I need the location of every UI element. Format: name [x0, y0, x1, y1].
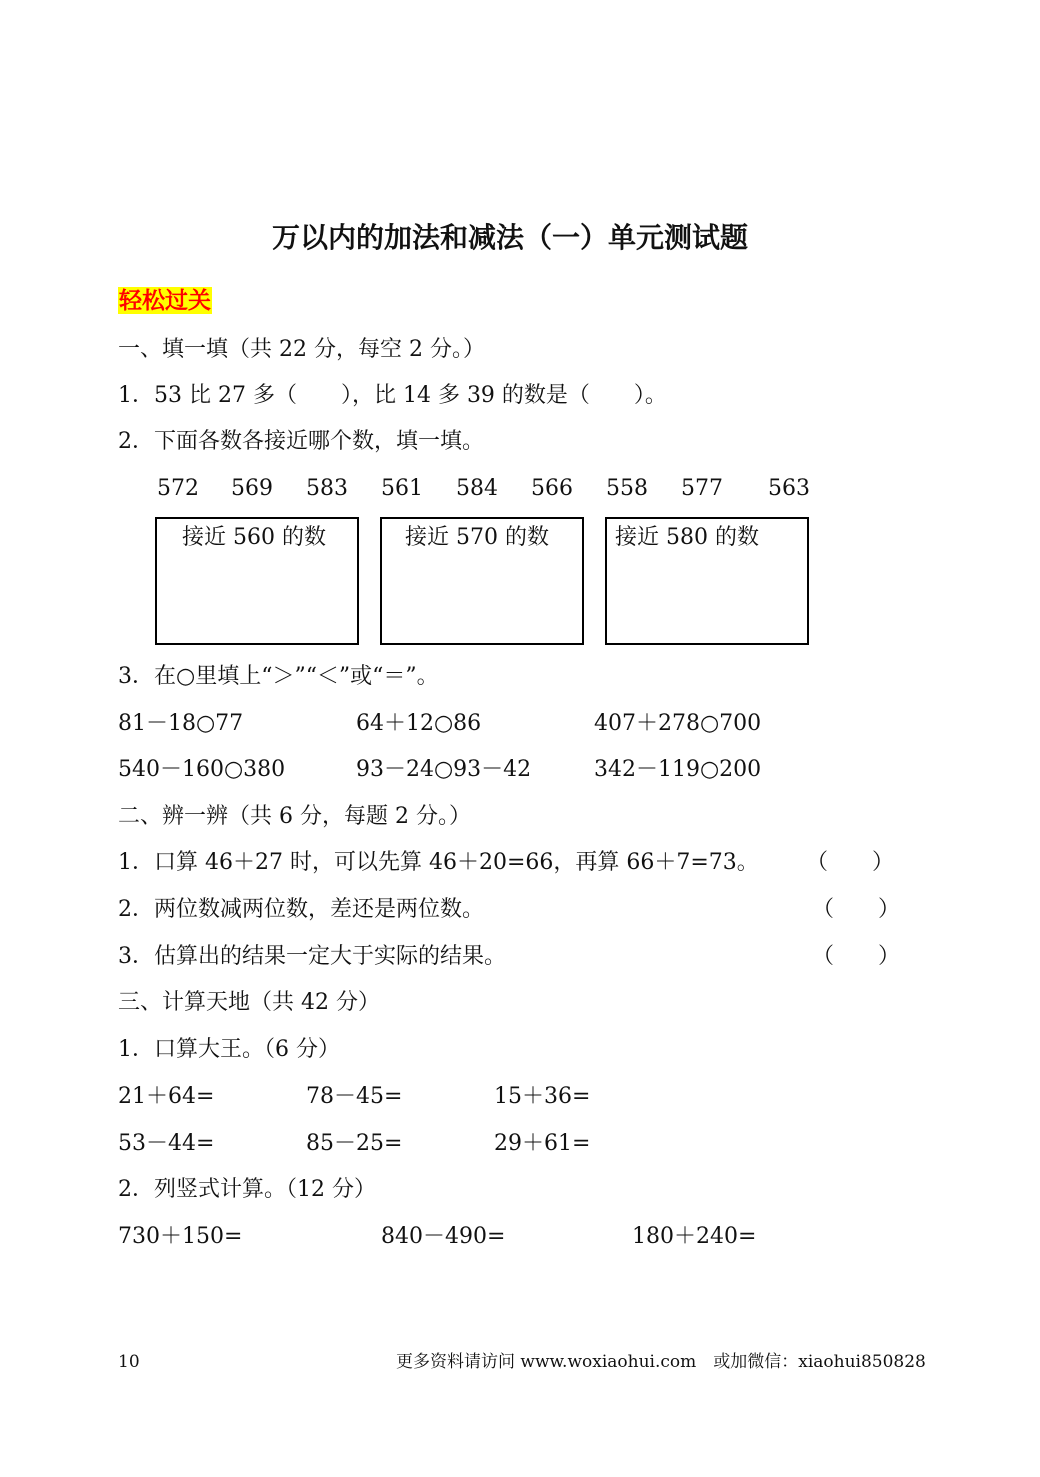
- vertical-item: 180＋240=: [632, 1224, 757, 1249]
- vertical-item: 840－490=: [381, 1224, 506, 1249]
- question-3-2: 2．列竖式计算。（12 分）: [118, 1177, 376, 1202]
- judge-item-2: 2．两位数减两位数，差还是两位数。: [118, 897, 484, 922]
- number-566: 566: [531, 476, 573, 501]
- number-558: 558: [606, 476, 648, 501]
- question-1-1: 1．53 比 27 多（ ），比 14 多 39 的数是（ ）。: [118, 383, 667, 408]
- section2-heading: 二、辨一辨（共 6 分，每题 2 分。）: [118, 804, 471, 829]
- highlight-label: 轻松过关: [119, 287, 211, 314]
- compare-item: 93－24○93－42: [356, 757, 532, 782]
- judge-item-1: 1．口算 46＋27 时，可以先算 46＋20=66，再算 66＋7=73。: [118, 850, 759, 875]
- answer-bracket-1[interactable]: （ ）: [806, 850, 895, 875]
- number-569: 569: [231, 476, 273, 501]
- oral-item: 85－25=: [306, 1131, 403, 1156]
- question-1-2: 2．下面各数各接近哪个数，填一填。: [118, 429, 484, 454]
- oral-item: 78－45=: [306, 1084, 403, 1109]
- answer-box-560[interactable]: [155, 517, 359, 645]
- oral-item: 21＋64=: [118, 1084, 215, 1109]
- box-label-560: 接近 560 的数: [182, 525, 326, 550]
- section3-heading: 三、计算天地（共 42 分）: [118, 990, 380, 1015]
- compare-item: 540－160○380: [118, 757, 286, 782]
- oral-item: 15＋36=: [494, 1084, 591, 1109]
- number-561: 561: [381, 476, 423, 501]
- compare-item: 342－119○200: [594, 757, 762, 782]
- judge-item-3: 3．估算出的结果一定大于实际的结果。: [118, 944, 506, 969]
- number-577: 577: [681, 476, 723, 501]
- question-1-3: 3．在○里填上“＞”“＜”或“＝”。: [118, 664, 439, 689]
- section1-heading: 一、填一填（共 22 分，每空 2 分。）: [118, 337, 485, 362]
- compare-item: 81－18○77: [118, 711, 244, 736]
- answer-box-580[interactable]: [605, 517, 809, 645]
- section-highlight: [118, 286, 212, 316]
- box-label-580: 接近 580 的数: [615, 525, 759, 550]
- number-563: 563: [768, 476, 810, 501]
- compare-item: 64＋12○86: [356, 711, 482, 736]
- box-label-570: 接近 570 的数: [405, 525, 549, 550]
- number-572: 572: [157, 476, 199, 501]
- question-3-1: 1．口算大王。（6 分）: [118, 1037, 340, 1062]
- number-583: 583: [306, 476, 348, 501]
- answer-box-570[interactable]: [380, 517, 584, 645]
- vertical-item: 730＋150=: [118, 1224, 243, 1249]
- footer-note: 更多资料请访问 www.woxiaohui.com 或加微信：xiaohui850828: [396, 1352, 926, 1372]
- page-number: 10: [118, 1352, 140, 1372]
- page-title: 万以内的加法和减法（一）单元测试题: [271, 221, 748, 254]
- oral-item: 53－44=: [118, 1131, 215, 1156]
- answer-bracket-3[interactable]: （ ）: [812, 944, 901, 969]
- number-584: 584: [456, 476, 498, 501]
- compare-item: 407＋278○700: [594, 711, 762, 736]
- oral-item: 29＋61=: [494, 1131, 591, 1156]
- answer-bracket-2[interactable]: （ ）: [812, 897, 901, 922]
